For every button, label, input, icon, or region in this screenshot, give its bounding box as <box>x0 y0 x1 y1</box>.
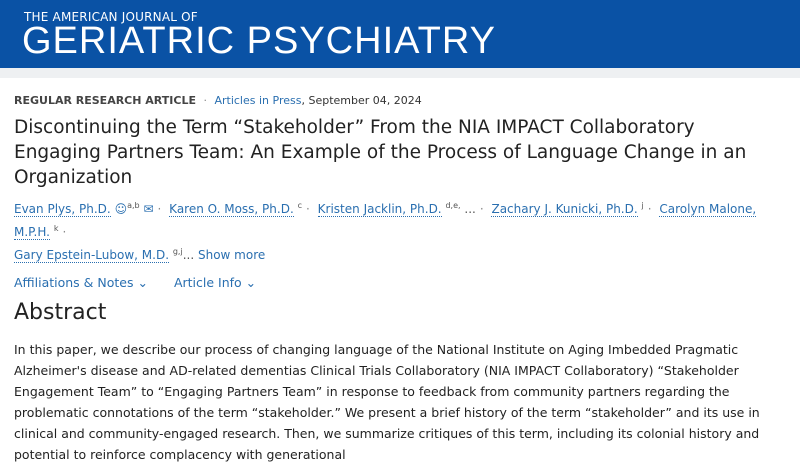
publication-date: , September 04, 2024 <box>301 94 422 107</box>
author-link[interactable]: Karen O. Moss, Ph.D. <box>169 202 294 216</box>
affiliations-label: Affiliations & Notes <box>14 275 134 290</box>
author-link[interactable]: Carolyn Malone, M.P.H. <box>14 202 757 239</box>
abstract-text: In this paper, we describe our process of changing language of the National Institute on Aging Imbedded Pragmatic Alzheimer's disease and AD-related dementias Clinical Trials Collaboratory (NIA IMPACT Collaboratory) “Stakeholder Engagement Team” to “Engaging Partners Team” in response to feedback from community partners regarding the problematic connotations of the term “stakeholder.” We present a brief history of the term “stakeholder” and its use in clinical and community-engaged research. Then, we summarize critiques of this term, including its colonial history and potential to reinforce complacency with generational <box>14 342 760 462</box>
affiliation-sup: g,j <box>172 247 183 256</box>
email-icon[interactable]: ✉ <box>143 202 154 216</box>
banner-strip <box>0 68 800 78</box>
person-icon: ☺ <box>114 202 128 216</box>
affiliation-sup: a,b <box>127 201 140 210</box>
articles-in-press-link[interactable]: Articles in Press <box>214 94 302 107</box>
article-type: REGULAR RESEARCH ARTICLE <box>14 94 196 107</box>
chevron-down-icon: ⌄ <box>245 275 257 290</box>
article-meta <box>14 94 786 107</box>
author-link[interactable]: Evan Plys, Ph.D. <box>14 202 111 216</box>
journal-subtitle: THE AMERICAN JOURNAL OF <box>24 10 198 24</box>
affiliations-toggle[interactable] <box>14 275 148 290</box>
chevron-down-icon: ⌄ <box>137 275 148 290</box>
show-more-button[interactable]: Show more <box>197 248 266 262</box>
affiliation-sup: j <box>641 201 644 210</box>
ellipsis: ... <box>182 248 195 262</box>
author-link[interactable]: Gary Epstein-Lubow, M.D. <box>14 248 170 262</box>
journal-banner[interactable] <box>0 0 800 68</box>
ellipsis: ... <box>464 202 476 216</box>
author-link[interactable]: Kristen Jacklin, Ph.D. <box>317 202 442 216</box>
affiliation-sup: k <box>53 224 59 233</box>
article-info-label: Article Info <box>173 275 242 290</box>
author-list: Evan Plys, Ph.D. ☺$^{a,b}$ ✉ · Karen O. Moss, Ph.D. $^c$ · Kristen Jacklin, Ph.D. $^{d,e,}$ ... · Zachary J. Kunicki, Ph.D. $^j$ · Carolyn Malone, M.P.H. $^k$ · Gary Epstein-Lubow, M.D. $^{g,j}$... Show more <box>14 201 757 262</box>
separator: · <box>203 94 207 107</box>
abstract-heading: Abstract <box>14 300 107 325</box>
affiliation-sup: c <box>297 201 303 210</box>
affiliation-sup: d,e, <box>445 201 461 210</box>
journal-title: GERIATRIC PSYCHIATRY <box>22 20 496 62</box>
article-info-toggle[interactable] <box>174 275 256 290</box>
article-title: Discontinuing the Term “Stakeholder” From the NIA IMPACT Collaboratory Engaging Partners Team: An Example of the Process of Language Change in an Organization <box>14 117 747 188</box>
author-link[interactable]: Zachary J. Kunicki, Ph.D. <box>491 202 638 216</box>
